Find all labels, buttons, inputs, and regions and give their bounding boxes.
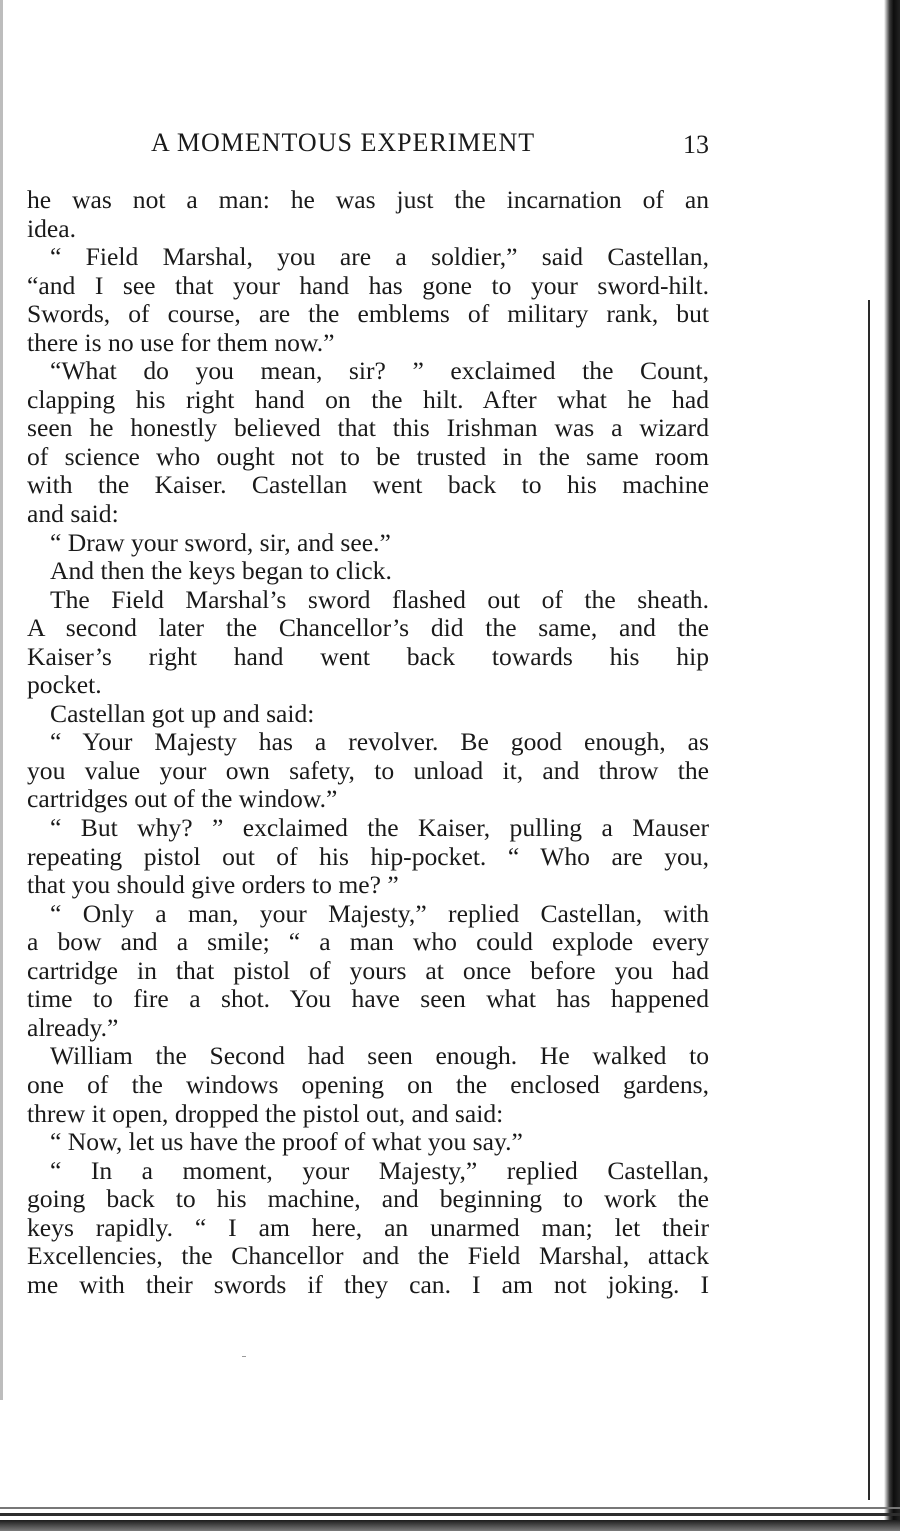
page-left-edge bbox=[0, 0, 3, 1400]
page-bottom-edge bbox=[0, 1501, 900, 1531]
text-line: “ Only a man, your Majesty,” replied Castellan, with bbox=[50, 898, 709, 928]
text-line: idea. bbox=[27, 213, 77, 243]
text-line: Kaiser’s right hand went back towards his hip bbox=[27, 641, 709, 671]
text-line: “and I see that your hand has gone to your sword-hilt. bbox=[27, 270, 709, 300]
text-line: cartridges out of the window.” bbox=[27, 784, 338, 814]
text-line: And then the keys began to click. bbox=[50, 556, 392, 586]
text-line: “ Now, let us have the proof of what you say.” bbox=[50, 1127, 523, 1157]
text-line: The Field Marshal’s sword flashed out of the sheath. bbox=[50, 584, 709, 614]
text-line: threw it open, dropped the pistol out, and said: bbox=[27, 1098, 504, 1128]
text-line: a bow and a smile; “ a man who could explode every bbox=[27, 927, 709, 957]
text-line: going back to his machine, and beginning to work the bbox=[27, 1184, 709, 1214]
text-line: you value your own safety, to unload it, and throw the bbox=[27, 755, 709, 785]
text-line: pocket. bbox=[27, 670, 102, 700]
text-line: cartridge in that pistol of yours at once before you had bbox=[27, 955, 709, 985]
text-line: of science who ought not to be trusted in the same room bbox=[27, 441, 709, 471]
text-line: “ Your Majesty has a revolver. Be good enough, as bbox=[50, 727, 709, 757]
text-line: Excellencies, the Chancellor and the Field Marshal, attack bbox=[27, 1241, 709, 1271]
text-line: seen he honestly believed that this Irishman was a wizard bbox=[27, 413, 709, 443]
page-edge-line bbox=[868, 300, 870, 1500]
text-line: “ Draw your sword, sir, and see.” bbox=[50, 527, 391, 557]
scan-speck bbox=[242, 1356, 246, 1357]
text-line: “ In a moment, your Majesty,” replied Castellan, bbox=[50, 1155, 709, 1185]
text-line: keys rapidly. “ I am here, an unarmed man; let their bbox=[27, 1212, 709, 1242]
text-line: Swords, of course, are the emblems of military rank, but bbox=[27, 299, 709, 329]
running-head-title: A MOMENTOUS EXPERIMENT bbox=[151, 128, 536, 157]
text-line: Castellan got up and said: bbox=[50, 698, 315, 728]
text-line: William the Second had seen enough. He walked to bbox=[50, 1041, 709, 1071]
text-line: time to fire a shot. You have seen what has happened bbox=[27, 984, 709, 1014]
text-line: one of the windows opening on the enclosed gardens, bbox=[27, 1069, 709, 1099]
body-text bbox=[27, 186, 709, 1299]
text-line: with the Kaiser. Castellan went back to his machine bbox=[27, 470, 709, 500]
text-line: clapping his right hand on the hilt. After what he had bbox=[27, 384, 709, 414]
book-binding-edge bbox=[884, 0, 900, 1531]
text-line: and said: bbox=[27, 499, 119, 529]
text-line: “ But why? ” exclaimed the Kaiser, pulling a Mauser bbox=[50, 813, 709, 843]
text-line: “What do you mean, sir? ” exclaimed the Count, bbox=[50, 356, 709, 386]
text-line: there is no use for them now.” bbox=[27, 327, 335, 357]
text-line: he was not a man: he was just the incarnation of an bbox=[27, 185, 709, 214]
text-line: A second later the Chancellor’s did the same, and the bbox=[27, 613, 709, 643]
text-line: me with their swords if they can. I am not joking. I bbox=[27, 1269, 709, 1299]
text-line: repeating pistol out of his hip-pocket. “ Who are you, bbox=[27, 841, 709, 871]
text-line: “ Field Marshal, you are a soldier,” said Castellan, bbox=[50, 242, 709, 272]
page-number: 13 bbox=[683, 130, 709, 159]
text-line: that you should give orders to me? ” bbox=[27, 870, 399, 900]
text-line: already.” bbox=[27, 1012, 119, 1042]
running-head bbox=[27, 128, 709, 164]
